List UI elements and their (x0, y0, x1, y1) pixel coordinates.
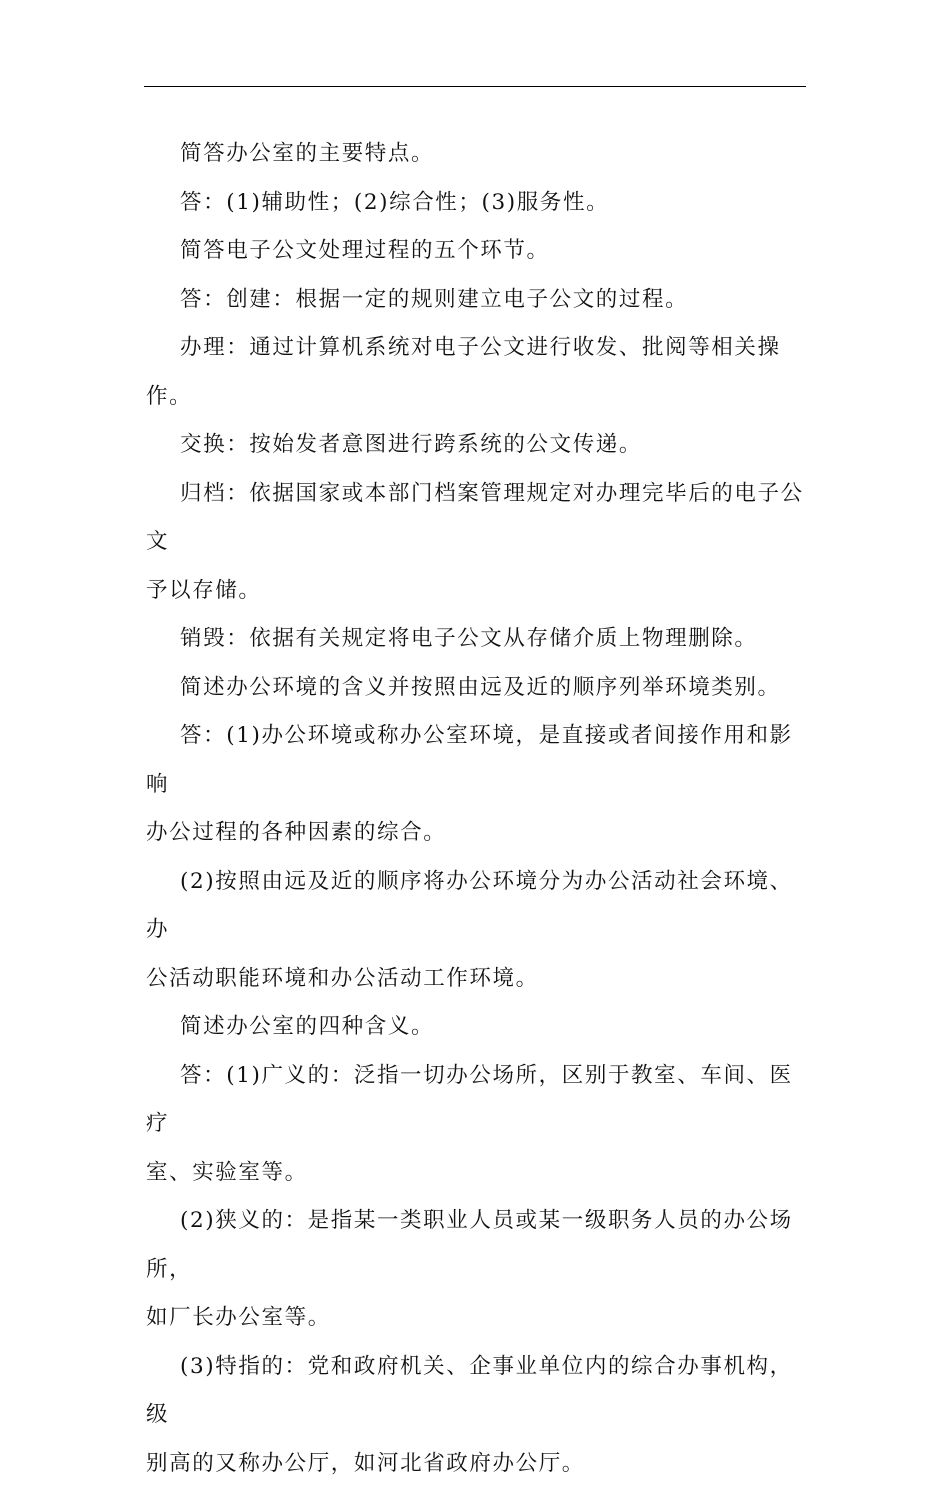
header-rule (144, 86, 806, 87)
paragraph (146, 470, 808, 616)
text-line: (2)按照由远及近的顺序将办公环境分为办公活动社会环境、办 (146, 869, 793, 943)
text-line: 销毁：依据有关规定将电子公文从存储介质上物理删除。 (180, 626, 758, 651)
text-line: 简述办公环境的含义并按照由远及近的顺序列举环境类别。 (180, 675, 781, 700)
paragraph (146, 179, 808, 228)
text-line: 答：(1)辅助性；(2)综合性；(3)服务性。 (180, 190, 609, 215)
text-line: 办公过程的各种因素的综合。 (146, 820, 446, 845)
document-body (146, 130, 808, 1488)
text-line: (3)特指的：党和政府机关、企事业单位内的综合办事机构，级 (146, 1354, 793, 1428)
paragraph (146, 858, 808, 1004)
paragraph (146, 712, 808, 858)
paragraph (146, 130, 808, 179)
paragraph (146, 276, 808, 325)
paragraph (146, 1343, 808, 1488)
text-line: 归档：依据国家或本部门档案管理规定对办理完毕后的电子公文 (146, 481, 804, 555)
text-line: 简答电子公文处理过程的五个环节。 (180, 238, 550, 263)
text-line: 室、实验室等。 (146, 1160, 308, 1185)
text-line: 答：创建：根据一定的规则建立电子公文的过程。 (180, 287, 688, 312)
text-line: 别高的又称办公厅，如河北省政府办公厅。 (146, 1451, 585, 1476)
text-line: 公活动职能环境和办公活动工作环境。 (146, 966, 539, 991)
paragraph (146, 615, 808, 664)
paragraph (146, 227, 808, 276)
text-line: 如厂长办公室等。 (146, 1305, 331, 1330)
text-line: (2)狭义的：是指某一类职业人员或某一级职务人员的办公场所， (146, 1208, 793, 1282)
paragraph (146, 324, 808, 421)
text-line: 答：(1)广义的：泛指一切办公场所，区别于教室、车间、医疗 (146, 1063, 793, 1137)
text-line: 交换：按始发者意图进行跨系统的公文传递。 (180, 432, 642, 457)
text-line: 答：(1)办公环境或称办公室环境，是直接或者间接作用和影响 (146, 723, 793, 797)
paragraph (146, 1197, 808, 1343)
text-line: 予以存储。 (146, 578, 262, 603)
paragraph (146, 421, 808, 470)
paragraph (146, 1003, 808, 1052)
text-line: 简答办公室的主要特点。 (180, 141, 434, 166)
text-line: 简述办公室的四种含义。 (180, 1014, 434, 1039)
text-line: 办理：通过计算机系统对电子公文进行收发、批阅等相关操作。 (146, 335, 781, 409)
paragraph (146, 664, 808, 713)
paragraph (146, 1052, 808, 1198)
